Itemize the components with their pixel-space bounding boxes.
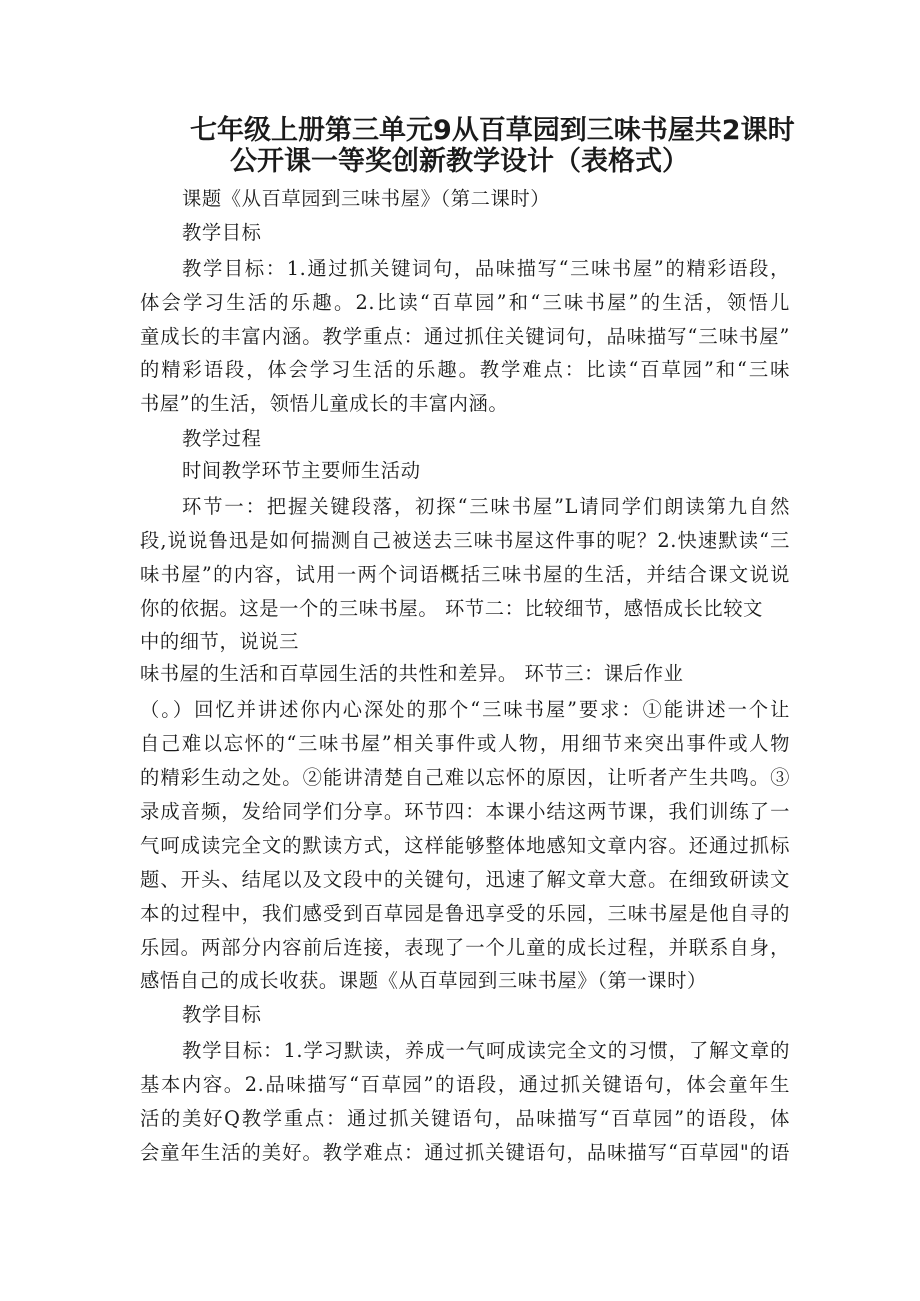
paragraph-line: 感悟自己的成长收获。课题《从百草园到三味书屋》（第一课时） — [140, 969, 707, 992]
paragraph-line: 会童年生活的美好。教学难点：通过抓关键语句，品味描写“百草园"的语 — [140, 1141, 790, 1164]
paragraph-line: 段,说说鲁迅是如何揣测自己被送去三味书屋这件事的呢？2.快速默读“三 — [140, 529, 790, 552]
table-header-text: 时间教学环节主要师生活动 — [182, 459, 421, 482]
paragraph-line: 味书屋的生活和百草园生活的共性和差异。 环节三：课后作业 — [140, 662, 684, 685]
paragraph-line: 活的美好Q教学重点：通过抓关键语句，品味描写“百草园”的语段，体 — [140, 1107, 790, 1130]
document-title: 七年级上册第三单元9从百草园到三味书屋共2课时 — [190, 115, 795, 146]
paragraph-line: 味书屋”的内容，试用一两个词语概括三味书屋的生活，并结合课文说说 — [140, 563, 790, 586]
document-subtitle: 公开课一等奖创新教学设计（表格式） — [230, 146, 689, 177]
paragraph-line: 气呵成读完全文的默读方式，这样能够整体地感知文章内容。还通过抓标 — [140, 834, 790, 857]
paragraph-line: 本的过程中，我们感受到百草园是鲁迅享受的乐园，三味书屋是他自寻的 — [140, 902, 790, 925]
section-heading: 教学目标 — [182, 221, 262, 244]
paragraph-line: 环节一：把握关键段落，初探“三味书屋”L请同学们朗读第九自然 — [182, 495, 790, 518]
paragraph-line: 教学目标：1.学习默读，养成一气呵成读完全文的习惯，了解文章的 — [182, 1039, 790, 1062]
paragraph-line: 基本内容。2.品味描写“百草园”的语段，通过抓关键语句，体会童年生 — [140, 1073, 790, 1096]
paragraph-line: 题、开头、结尾以及文段中的关键句，迅速了解文章大意。在细致研读文 — [140, 868, 790, 891]
paragraph-line: 乐园。两部分内容前后连接，表现了一个儿童的成长过程，并联系自身， — [140, 936, 790, 959]
paragraph-line: （。）回忆并讲述你内心深处的那个“三味书屋”要求：①能讲述一个让 — [140, 698, 790, 721]
paragraph-line: 书屋”的生活，领悟儿童成长的丰富内涵。 — [140, 392, 509, 415]
paragraph-line: 体会学习生活的乐趣。2.比读“百草园”和“三味书屋”的生活，领悟儿 — [140, 291, 790, 314]
paragraph-line: 自己难以忘怀的“三味书屋”相关事件或人物，用细节来突出事件或人物 — [140, 732, 790, 755]
paragraph-line: 中的细节，说说三 — [140, 630, 300, 653]
paragraph-line: 教学目标：1.通过抓关键词句，品味描写“三味书屋”的精彩语段， — [182, 257, 790, 280]
paragraph-line: 童成长的丰富内涵。教学重点：通过抓住关键词句，品味描写“三味书屋” — [140, 325, 790, 348]
section-heading: 教学目标 — [182, 1003, 262, 1026]
paragraph-line: 的精彩语段，体会学习生活的乐趣。教学难点：比读“百草园”和“三味 — [140, 358, 790, 381]
paragraph-line: 你的依据。这是一个的三味书屋。 环节二：比较细节，感悟成长比较文 — [140, 597, 764, 620]
paragraph-line: 的精彩生动之处。②能讲清楚自己难以忘怀的原因，让听者产生共鸣。③ — [140, 766, 790, 789]
paragraph-line: 录成音频，发给同学们分享。环节四：本课小结这两节课，我们训练了一 — [140, 800, 790, 823]
section-heading: 教学过程 — [182, 427, 262, 450]
lesson-heading: 课题《从百草园到三味书屋》（第二课时） — [182, 187, 551, 210]
